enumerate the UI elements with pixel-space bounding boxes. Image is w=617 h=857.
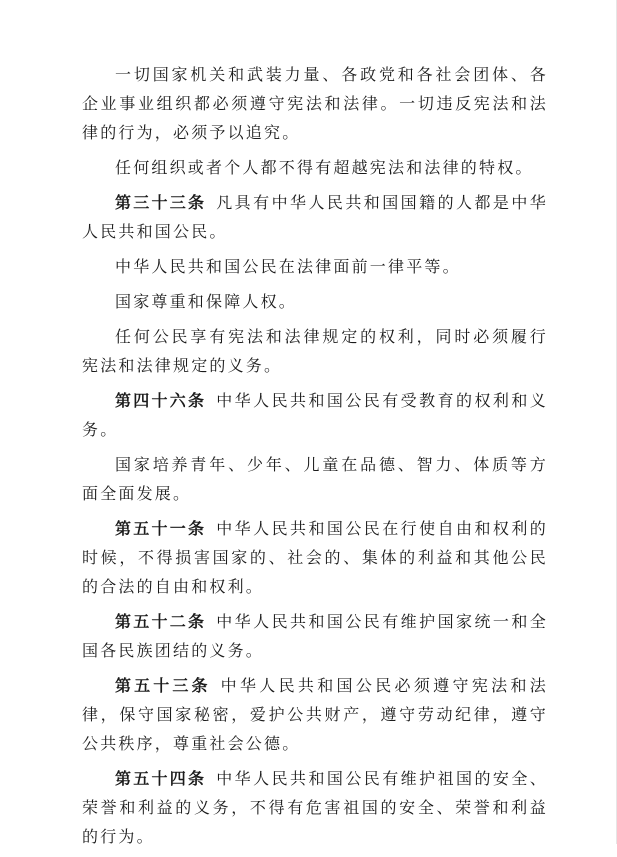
article-paragraph [82, 607, 548, 665]
article-paragraph [82, 188, 548, 246]
article-number: 第四十六条 [115, 391, 207, 410]
paragraph [82, 153, 548, 182]
paragraph-text: 中华人民共和国公民有受教育的权利和义务。 [82, 391, 548, 439]
paragraph-text: 国家培养青年、少年、儿童在品德、智力、体质等方面全面发展。 [82, 455, 548, 503]
article-number: 第五十三条 [115, 676, 211, 695]
article-number: 第五十一条 [115, 519, 207, 538]
paragraph-text: 国家尊重和保障人权。 [115, 292, 298, 311]
paragraph-text: 凡具有中华人民共和国国籍的人都是中华人民共和国公民。 [82, 193, 548, 241]
paragraph [82, 322, 548, 380]
article-number: 第五十二条 [115, 612, 207, 631]
article-number: 第三十三条 [115, 193, 207, 212]
paragraph-text: 中华人民共和国公民有维护国家统一和全国各民族团结的义务。 [82, 612, 548, 660]
paragraph-text: 中华人民共和国公民有维护祖国的安全、荣誉和利益的义务，不得有危害祖国的安全、荣誉和利益的行为。 [82, 769, 548, 846]
article-paragraph [82, 514, 548, 601]
article-paragraph [82, 386, 548, 444]
paragraph-text: 中华人民共和国公民在法律面前一律平等。 [115, 257, 461, 276]
paragraph-text: 一切国家机关和武装力量、各政党和各社会团体、各企业事业组织都必须遵守宪法和法律。一切违反宪法和法律的行为，必须予以追究。 [82, 65, 548, 142]
paragraph [82, 450, 548, 508]
paragraph-text: 中华人民共和国公民必须遵守宪法和法律，保守国家秘密，爱护公共财产，遵守劳动纪律，遵守公共秩序，尊重社会公德。 [82, 676, 548, 753]
article-number: 第五十四条 [115, 769, 207, 788]
article-paragraph [82, 671, 548, 758]
paragraph-text: 任何组织或者个人都不得有超越宪法和法律的特权。 [115, 158, 534, 177]
paragraph-text: 任何公民享有宪法和法律规定的权利，同时必须履行宪法和法律规定的义务。 [82, 327, 548, 375]
paragraph [82, 252, 548, 281]
paragraph-text: 中华人民共和国公民在行使自由和权利的时候，不得损害国家的、社会的、集体的利益和其他公民的合法的自由和权利。 [82, 519, 548, 596]
paragraph [82, 287, 548, 316]
document-body [82, 60, 548, 857]
paragraph [82, 60, 548, 147]
article-paragraph [82, 764, 548, 851]
